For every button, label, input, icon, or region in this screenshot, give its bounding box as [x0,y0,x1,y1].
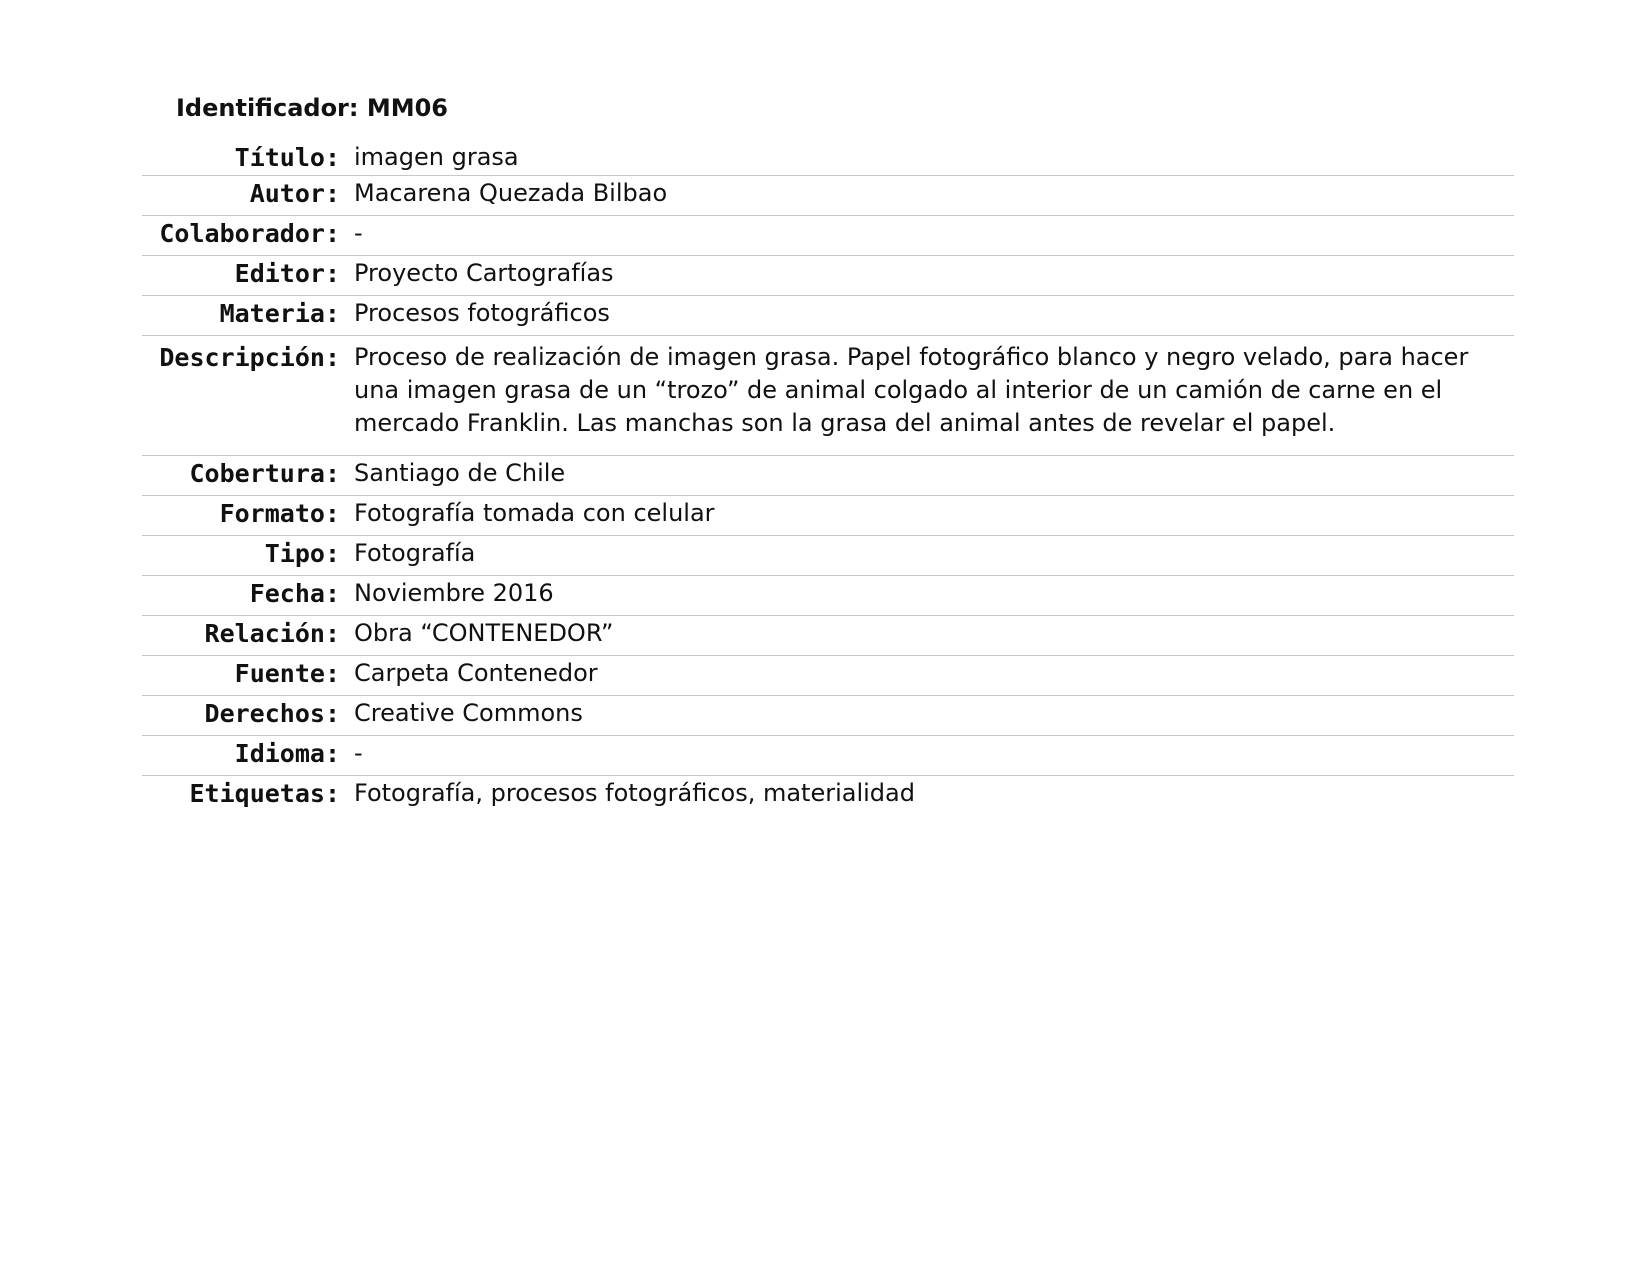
row-etiquetas [142,776,1514,816]
label-editor: Editor: [234,259,340,288]
row-fuente [142,656,1514,696]
row-fecha [142,576,1514,616]
row-autor [142,176,1514,216]
value-fecha: Noviembre 2016 [354,579,554,607]
row-tipo [142,536,1514,576]
label-relacion: Relación: [204,619,340,648]
value-tipo: Fotografía [354,539,476,567]
value-idioma: - [354,739,363,767]
value-etiquetas: Fotografía, procesos fotográficos, materialidad [354,779,915,807]
row-derechos [142,696,1514,736]
value-colaborador: - [354,219,363,247]
label-cobertura: Cobertura: [189,459,340,488]
label-titulo: Título: [234,143,340,172]
identifier-value: MM06 [366,94,449,122]
row-titulo [142,140,1514,176]
label-autor: Autor: [249,179,340,208]
label-fuente: Fuente: [234,659,340,688]
label-etiquetas: Etiquetas: [189,779,340,808]
value-descripcion: Proceso de realización de imagen grasa. Papel fotográfico blanco y negro velado, para hacer una imagen grasa de un “trozo” de animal colgado al interior de un camión de carne en el mercado Franklin. Las manchas son la grasa del animal antes de revelar el papel. [354,343,1469,437]
identifier-heading [176,92,448,124]
value-relacion: Obra “CONTENEDOR” [354,619,614,647]
label-fecha: Fecha: [249,579,340,608]
label-tipo: Tipo: [264,539,340,568]
label-formato: Formato: [219,499,340,528]
value-titulo: imagen grasa [354,143,519,171]
value-derechos: Creative Commons [354,699,583,727]
label-idioma: Idioma: [234,739,340,768]
row-idioma [142,736,1514,776]
value-materia: Procesos fotográficos [354,299,610,327]
label-colaborador: Colaborador: [159,219,340,248]
value-formato: Fotografía tomada con celular [354,499,715,527]
row-relacion [142,616,1514,656]
row-descripcion [142,336,1514,456]
label-derechos: Derechos: [204,699,340,728]
value-fuente: Carpeta Contenedor [354,659,598,687]
value-cobertura: Santiago de Chile [354,459,566,487]
value-editor: Proyecto Cartografías [354,259,614,287]
row-editor [142,256,1514,296]
row-formato [142,496,1514,536]
label-descripcion: Descripción: [159,343,340,372]
identifier-label: Identificador: [176,94,359,122]
value-autor: Macarena Quezada Bilbao [354,179,668,207]
row-colaborador [142,216,1514,256]
metadata-table [142,140,1514,816]
label-materia: Materia: [219,299,340,328]
row-materia [142,296,1514,336]
row-cobertura [142,456,1514,496]
